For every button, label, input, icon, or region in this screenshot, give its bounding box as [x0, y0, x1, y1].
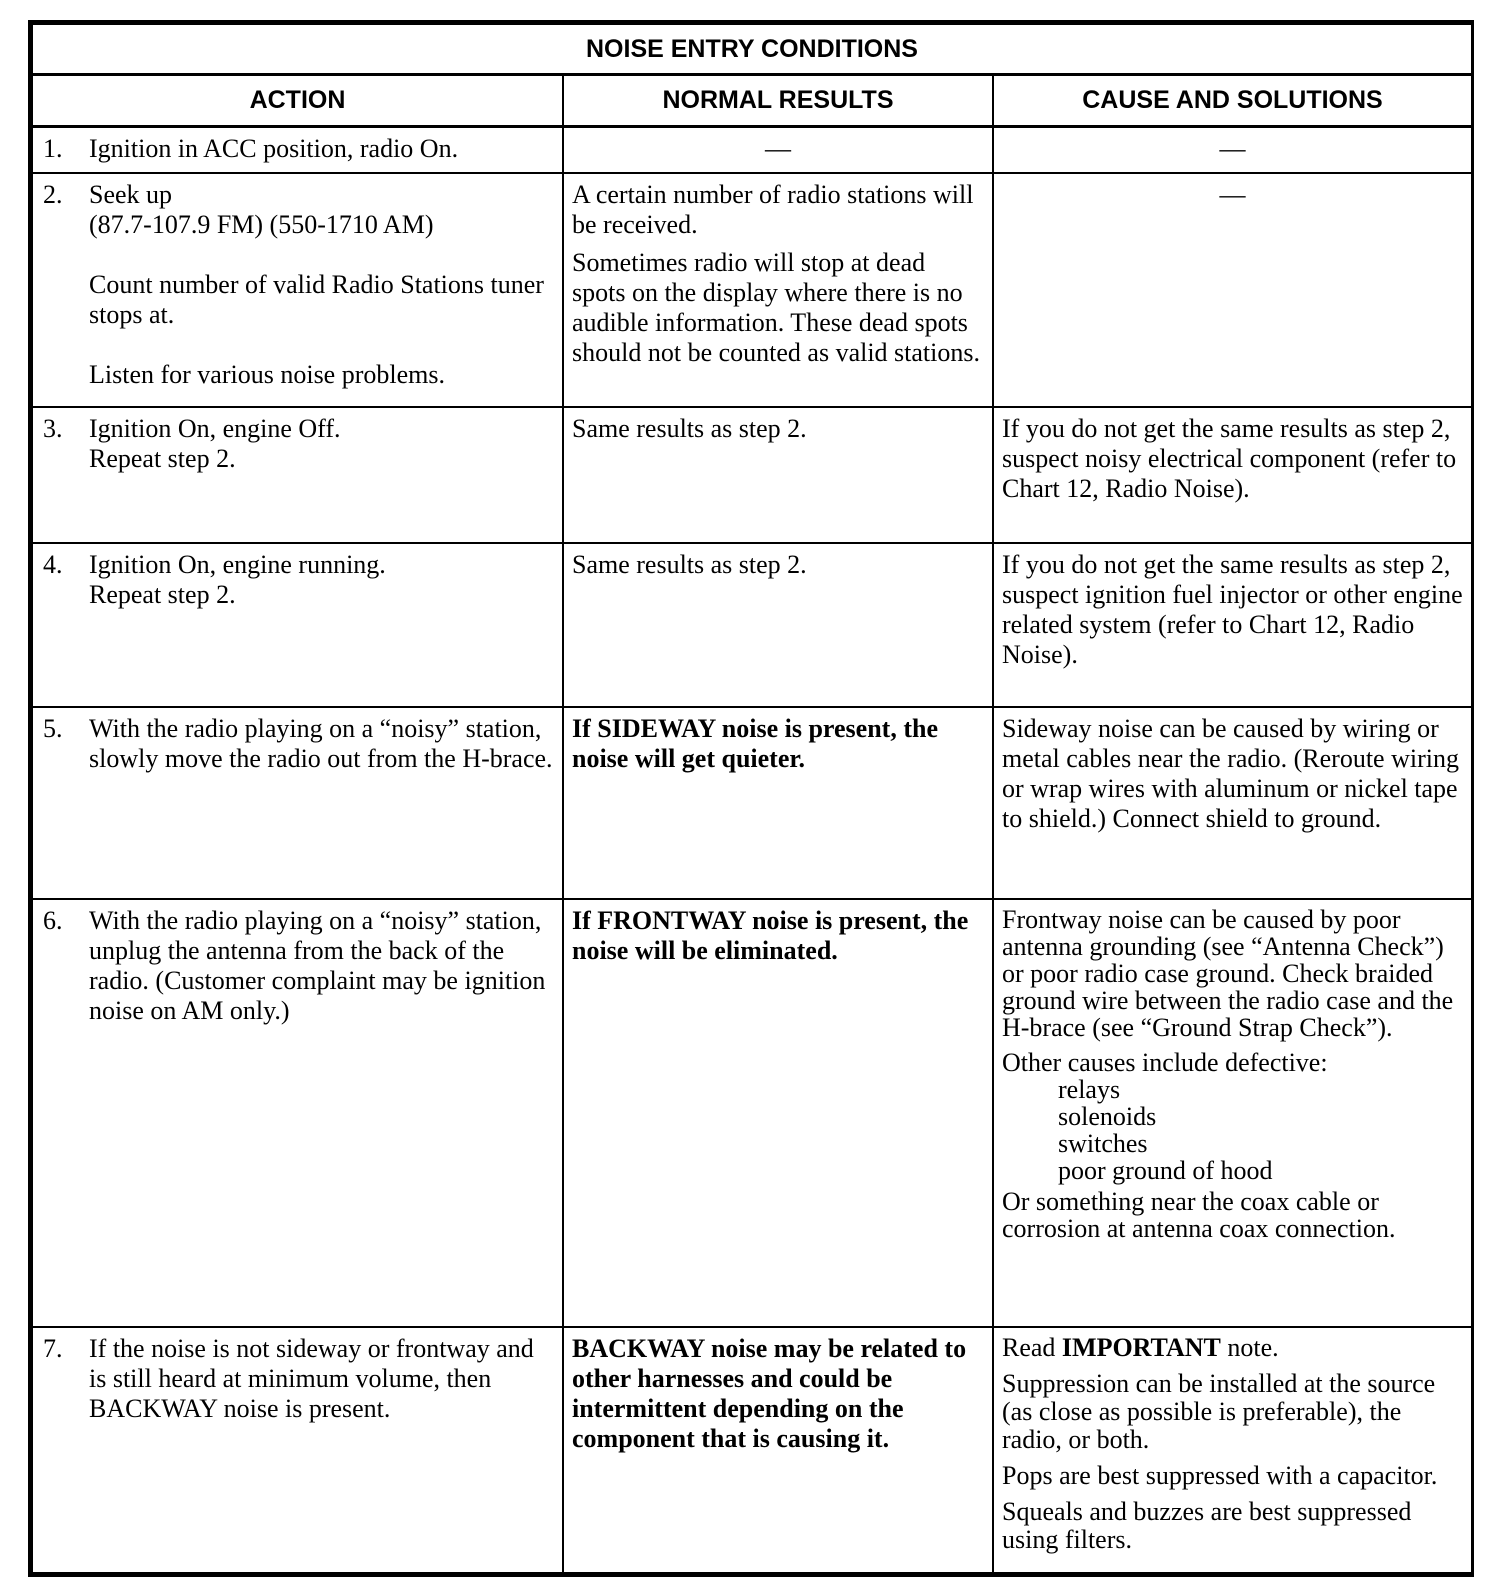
table-row: [32, 126, 1472, 173]
step-number: 4.: [43, 549, 63, 579]
header-normal-results: NORMAL RESULTS: [563, 74, 993, 126]
action-text: If the noise is not sideway or frontway and is still heard at minimum volume, then BACKWAY noise is present.: [89, 1333, 534, 1423]
cause-text: Pops are best suppressed with a capacitor.: [1002, 1460, 1438, 1490]
cause-cell: [993, 173, 1472, 407]
action-text: Repeat step 2.: [89, 579, 236, 609]
action-text: Count number of valid Radio Stations tuner stops at.: [89, 269, 544, 329]
action-cell: [32, 707, 563, 899]
cause-text: Suppression can be installed at the source (as close as possible is preferable), the radio, or both.: [1002, 1368, 1436, 1454]
step-number: 5.: [43, 713, 63, 743]
cause-cell: [993, 126, 1472, 173]
result-cell: [563, 173, 993, 407]
action-text: Repeat step 2.: [89, 443, 236, 473]
result-text: A certain number of radio stations will be received.: [572, 179, 974, 239]
result-text: If FRONTWAY noise is present, the noise will be eliminated.: [572, 905, 969, 965]
action-cell: [32, 173, 563, 407]
table-row: [32, 543, 1472, 707]
result-cell: [563, 407, 993, 543]
cause-note-post: note.: [1220, 1332, 1279, 1362]
step-number: 3.: [43, 413, 63, 443]
cause-cell: [993, 899, 1472, 1327]
result-text: Same results as step 2.: [572, 549, 807, 579]
table-row: [32, 707, 1472, 899]
action-cell: [32, 126, 563, 173]
result-text: Same results as step 2.: [572, 413, 807, 443]
action-text: With the radio playing on a “noisy” station, unplug the antenna from the back of the radio. (Customer complaint may be ignition noise on AM only.): [89, 905, 546, 1025]
table-title: NOISE ENTRY CONDITIONS: [32, 24, 1472, 74]
dash-text: —: [1219, 133, 1246, 163]
cause-text: If you do not get the same results as step 2, suspect noisy electrical component (refer to Chart 12, Radio Noise).: [1002, 413, 1457, 503]
cause-list-item: relays: [1058, 1074, 1121, 1104]
noise-entry-conditions-table: [28, 20, 1474, 1577]
result-text: If SIDEWAY noise is present, the noise will get quieter.: [572, 713, 938, 773]
table-row: [32, 407, 1472, 543]
result-text: BACKWAY noise may be related to other harnesses and could be intermittent depending on the component that is causing it.: [572, 1333, 967, 1453]
action-cell: [32, 407, 563, 543]
result-text: Sometimes radio will stop at dead spots on the display where there is no audible information. These dead spots should not be counted as valid stations.: [572, 247, 981, 367]
cause-list-item: poor ground of hood: [1058, 1155, 1273, 1185]
result-cell: [563, 899, 993, 1327]
cause-list-item: switches: [1058, 1128, 1148, 1158]
action-text: With the radio playing on a “noisy” station, slowly move the radio out from the H-brace.: [89, 713, 553, 773]
cause-text: Other causes include defective:: [1002, 1047, 1328, 1077]
dash-text: —: [1219, 179, 1246, 209]
cause-cell: [993, 543, 1472, 707]
action-cell: [32, 899, 563, 1327]
cause-note: [1002, 1334, 1463, 1362]
result-cell: [563, 1327, 993, 1573]
cause-list-item: solenoids: [1058, 1101, 1157, 1131]
step-number: 6.: [43, 905, 63, 935]
cause-text: If you do not get the same results as step 2, suspect ignition fuel injector or other engine related system (refer to Chart 12, Radio Noise).: [1002, 549, 1463, 669]
cause-text: Sideway noise can be caused by wiring or metal cables near the radio. (Reroute wiring or wrap wires with aluminum or nickel tape to shield.) Connect shield to ground.: [1002, 713, 1459, 833]
step-number: 7.: [43, 1333, 63, 1363]
cause-text: Frontway noise can be caused by poor antenna grounding (see “Antenna Check”) or poor radio case ground. Check braided ground wire between the radio case and the H-brace (see “Ground Strap Check”).: [1002, 904, 1454, 1042]
header-action: ACTION: [32, 74, 563, 126]
result-cell: [563, 543, 993, 707]
cause-cell: [993, 407, 1472, 543]
step-number: 2.: [43, 179, 63, 209]
cause-note-pre: Read: [1002, 1332, 1062, 1362]
dash-text: —: [765, 133, 791, 163]
action-text: Ignition On, engine Off.: [89, 413, 341, 443]
cause-text: Or something near the coax cable or corrosion at antenna coax connection.: [1002, 1186, 1396, 1243]
action-cell: [32, 1327, 563, 1573]
action-text: Ignition On, engine running.: [89, 549, 386, 579]
action-text: (87.7-107.9 FM) (550-1710 AM): [89, 209, 434, 239]
cause-cell: [993, 1327, 1472, 1573]
table-row: [32, 173, 1472, 407]
result-cell: [563, 707, 993, 899]
table-row: [32, 899, 1472, 1327]
action-text: Seek up: [89, 179, 173, 209]
result-cell: [563, 126, 993, 173]
header-cause-and-solutions: CAUSE AND SOLUTIONS: [993, 74, 1472, 126]
step-number: 1.: [43, 133, 63, 163]
action-cell: [32, 543, 563, 707]
cause-note-bold: IMPORTANT: [1061, 1332, 1221, 1362]
table-row: [32, 1327, 1472, 1573]
action-text: Ignition in ACC position, radio On.: [89, 133, 459, 163]
cause-text: Squeals and buzzes are best suppressed using filters.: [1002, 1496, 1412, 1554]
action-text: Listen for various noise problems.: [89, 359, 445, 389]
cause-cell: [993, 707, 1472, 899]
